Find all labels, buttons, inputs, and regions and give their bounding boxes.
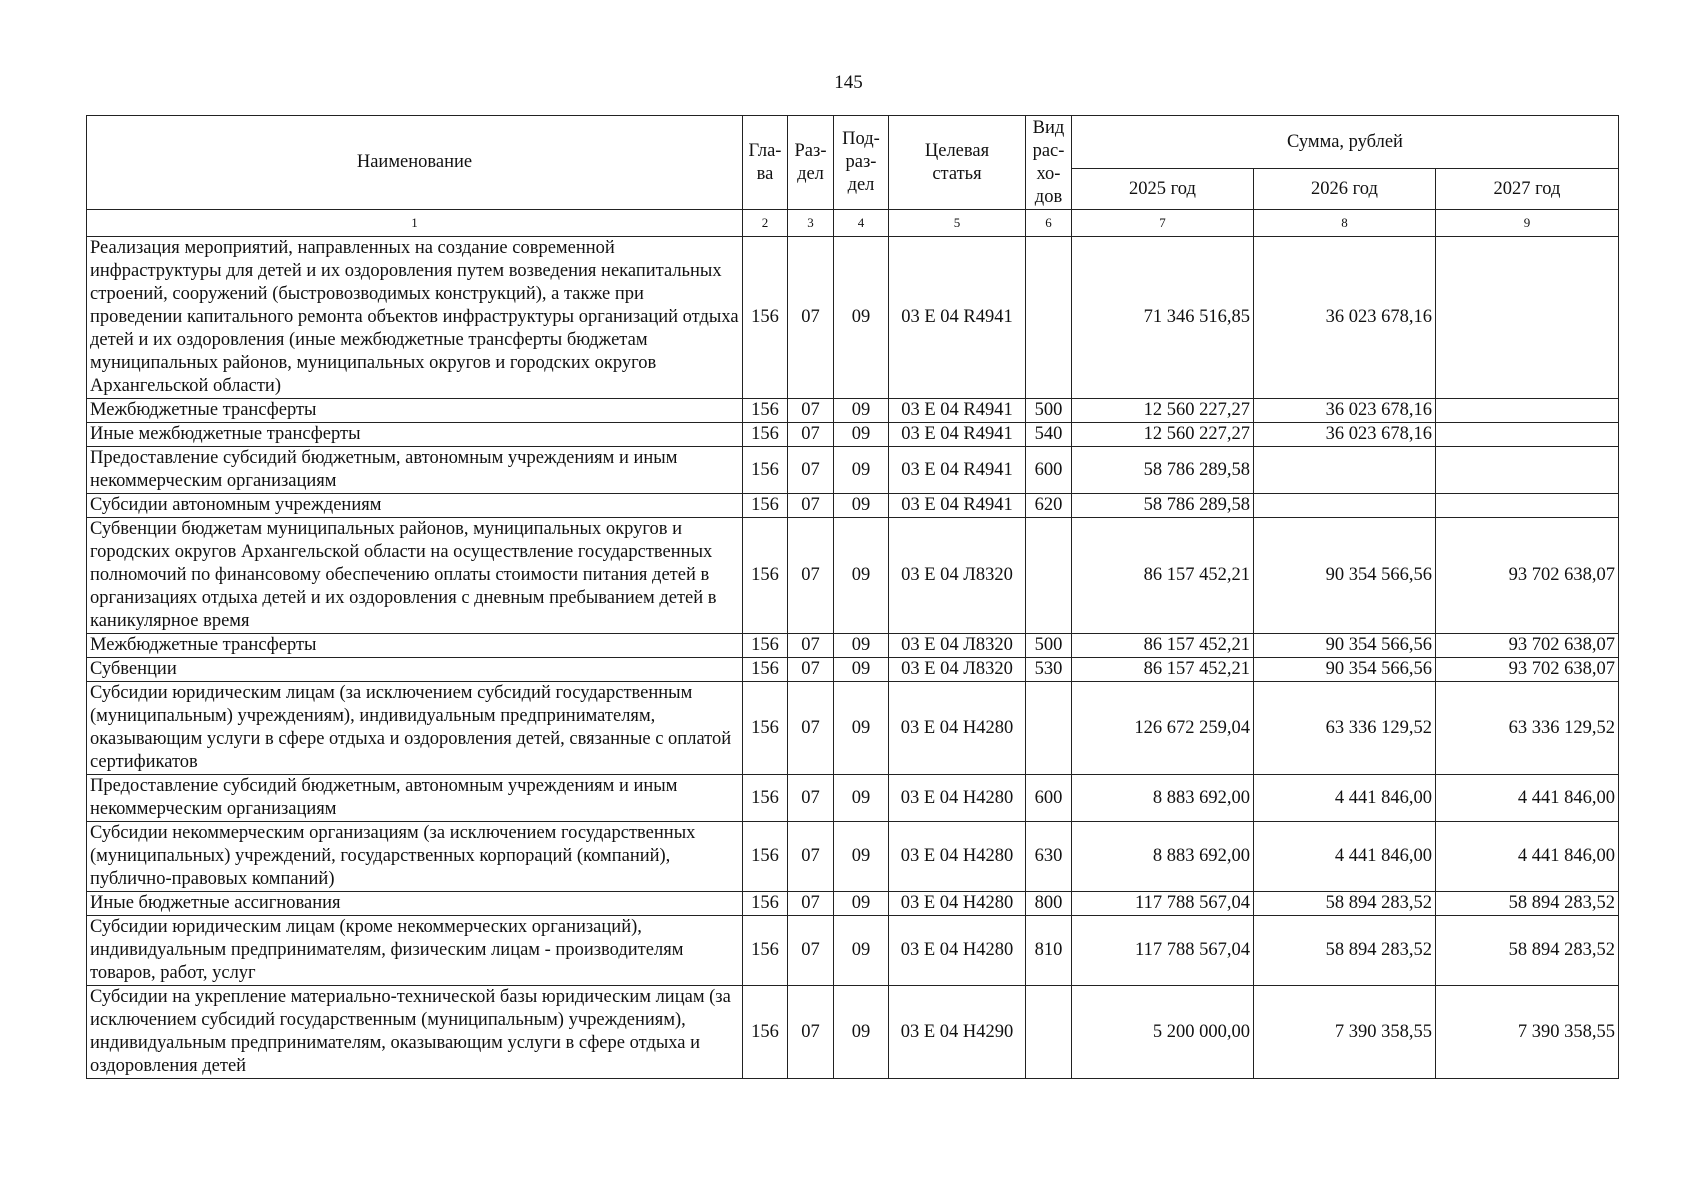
row-section: 07 bbox=[788, 634, 834, 658]
header-year-2025: 2025 год bbox=[1072, 169, 1254, 210]
row-name: Субвенции bbox=[87, 658, 743, 682]
row-name: Межбюджетные трансферты bbox=[87, 634, 743, 658]
header-expense-type: Вид рас- хо- дов bbox=[1026, 116, 1072, 210]
row-section: 07 bbox=[788, 916, 834, 986]
row-amount-2025: 117 788 567,04 bbox=[1072, 892, 1254, 916]
row-amount-2027: 93 702 638,07 bbox=[1436, 518, 1619, 634]
row-expense-type: 620 bbox=[1026, 494, 1072, 518]
table-row bbox=[87, 447, 1619, 494]
row-amount-2026: 90 354 566,56 bbox=[1254, 634, 1436, 658]
column-number: 4 bbox=[834, 210, 889, 237]
page-number: 145 bbox=[834, 72, 863, 93]
row-amount-2026: 63 336 129,52 bbox=[1254, 682, 1436, 775]
row-name: Иные бюджетные ассигнования bbox=[87, 892, 743, 916]
row-amount-2027 bbox=[1436, 399, 1619, 423]
column-number: 7 bbox=[1072, 210, 1254, 237]
row-target-article: 03 Е 04 Н4280 bbox=[889, 775, 1026, 822]
column-number: 5 bbox=[889, 210, 1026, 237]
row-section: 07 bbox=[788, 822, 834, 892]
row-expense-type: 630 bbox=[1026, 822, 1072, 892]
row-expense-type bbox=[1026, 237, 1072, 399]
row-subsection: 09 bbox=[834, 986, 889, 1079]
row-amount-2026: 7 390 358,55 bbox=[1254, 986, 1436, 1079]
row-section: 07 bbox=[788, 237, 834, 399]
row-target-article: 03 Е 04 Л8320 bbox=[889, 518, 1026, 634]
row-amount-2026: 36 023 678,16 bbox=[1254, 237, 1436, 399]
table-row bbox=[87, 682, 1619, 775]
row-amount-2026: 90 354 566,56 bbox=[1254, 518, 1436, 634]
row-target-article: 03 Е 04 Н4280 bbox=[889, 892, 1026, 916]
row-amount-2026: 4 441 846,00 bbox=[1254, 822, 1436, 892]
row-name: Иные межбюджетные трансферты bbox=[87, 423, 743, 447]
column-number-row bbox=[87, 210, 1619, 237]
row-chapter: 156 bbox=[743, 634, 788, 658]
table-row bbox=[87, 634, 1619, 658]
row-amount-2025: 12 560 227,27 bbox=[1072, 399, 1254, 423]
row-amount-2025: 58 786 289,58 bbox=[1072, 494, 1254, 518]
table-row bbox=[87, 399, 1619, 423]
table-row bbox=[87, 775, 1619, 822]
row-amount-2025: 86 157 452,21 bbox=[1072, 658, 1254, 682]
column-number: 8 bbox=[1254, 210, 1436, 237]
row-expense-type: 530 bbox=[1026, 658, 1072, 682]
header-subsection: Под- раз- дел bbox=[834, 116, 889, 210]
row-chapter: 156 bbox=[743, 518, 788, 634]
row-expense-type: 500 bbox=[1026, 634, 1072, 658]
row-subsection: 09 bbox=[834, 423, 889, 447]
row-chapter: 156 bbox=[743, 423, 788, 447]
row-name: Предоставление субсидий бюджетным, автономным учреждениям и иным некоммерческим организациям bbox=[87, 447, 743, 494]
row-target-article: 03 Е 04 Л8320 bbox=[889, 658, 1026, 682]
table-row bbox=[87, 822, 1619, 892]
table-header bbox=[87, 116, 1619, 237]
row-amount-2026 bbox=[1254, 447, 1436, 494]
row-expense-type: 600 bbox=[1026, 447, 1072, 494]
row-chapter: 156 bbox=[743, 494, 788, 518]
row-subsection: 09 bbox=[834, 399, 889, 423]
row-name: Предоставление субсидий бюджетным, автономным учреждениям и иным некоммерческим организациям bbox=[87, 775, 743, 822]
row-amount-2027: 58 894 283,52 bbox=[1436, 916, 1619, 986]
row-expense-type: 540 bbox=[1026, 423, 1072, 447]
table-row bbox=[87, 518, 1619, 634]
row-chapter: 156 bbox=[743, 447, 788, 494]
row-amount-2025: 8 883 692,00 bbox=[1072, 775, 1254, 822]
row-target-article: 03 Е 04 Н4280 bbox=[889, 682, 1026, 775]
row-name: Субсидии юридическим лицам (за исключением субсидий государственным (муниципальным) учреждениям), индивидуальным предпринимателям, оказывающим услуги в сфере отдыха и оздоровления детей, связанные с оплатой сертификатов bbox=[87, 682, 743, 775]
column-number: 1 bbox=[87, 210, 743, 237]
row-subsection: 09 bbox=[834, 775, 889, 822]
table-row bbox=[87, 423, 1619, 447]
row-amount-2025: 58 786 289,58 bbox=[1072, 447, 1254, 494]
row-target-article: 03 Е 04 R4941 bbox=[889, 399, 1026, 423]
header-chapter: Гла- ва bbox=[743, 116, 788, 210]
column-number: 3 bbox=[788, 210, 834, 237]
row-section: 07 bbox=[788, 682, 834, 775]
budget-table bbox=[86, 115, 1619, 1079]
header-target-article: Целевая статья bbox=[889, 116, 1026, 210]
row-amount-2025: 5 200 000,00 bbox=[1072, 986, 1254, 1079]
row-amount-2025: 117 788 567,04 bbox=[1072, 916, 1254, 986]
row-amount-2027: 58 894 283,52 bbox=[1436, 892, 1619, 916]
row-expense-type bbox=[1026, 986, 1072, 1079]
header-year-2026: 2026 год bbox=[1254, 169, 1436, 210]
header-name: Наименование bbox=[87, 116, 743, 210]
table-row bbox=[87, 916, 1619, 986]
row-target-article: 03 Е 04 Л8320 bbox=[889, 634, 1026, 658]
table-row bbox=[87, 892, 1619, 916]
row-amount-2027: 7 390 358,55 bbox=[1436, 986, 1619, 1079]
header-section: Раз- дел bbox=[788, 116, 834, 210]
row-section: 07 bbox=[788, 423, 834, 447]
column-number: 9 bbox=[1436, 210, 1619, 237]
row-amount-2025: 71 346 516,85 bbox=[1072, 237, 1254, 399]
table-row bbox=[87, 986, 1619, 1079]
row-subsection: 09 bbox=[834, 447, 889, 494]
table-row bbox=[87, 658, 1619, 682]
row-amount-2027: 63 336 129,52 bbox=[1436, 682, 1619, 775]
row-expense-type: 810 bbox=[1026, 916, 1072, 986]
row-target-article: 03 Е 04 R4941 bbox=[889, 237, 1026, 399]
row-name: Субсидии автономным учреждениям bbox=[87, 494, 743, 518]
header-year-2027: 2027 год bbox=[1436, 169, 1619, 210]
row-section: 07 bbox=[788, 447, 834, 494]
row-name: Реализация мероприятий, направленных на создание современной инфраструктуры для детей и их оздоровления путем возведения некапитальных строений, сооружений (быстровозводимых конструкций), а также при проведении капитального ремонта объектов инфраструктуры организаций отдыха детей и их оздоровления (иные межбюджетные трансферты бюджетам муниципальных районов, муниципальных округов и городских округов Архангельской области) bbox=[87, 237, 743, 399]
row-section: 07 bbox=[788, 494, 834, 518]
row-name: Субсидии на укрепление материально-технической базы юридическим лицам (за исключением субсидий государственным (муниципальным) учреждениям), индивидуальным предпринимателям, оказывающим услуги в сфере отдыха и оздоровления детей bbox=[87, 986, 743, 1079]
row-section: 07 bbox=[788, 658, 834, 682]
row-section: 07 bbox=[788, 986, 834, 1079]
row-amount-2026 bbox=[1254, 494, 1436, 518]
row-amount-2027: 4 441 846,00 bbox=[1436, 822, 1619, 892]
row-target-article: 03 Е 04 Н4280 bbox=[889, 822, 1026, 892]
row-expense-type: 500 bbox=[1026, 399, 1072, 423]
table-body bbox=[87, 237, 1619, 1079]
row-amount-2026: 4 441 846,00 bbox=[1254, 775, 1436, 822]
row-chapter: 156 bbox=[743, 822, 788, 892]
row-amount-2027 bbox=[1436, 447, 1619, 494]
row-amount-2026: 58 894 283,52 bbox=[1254, 916, 1436, 986]
row-amount-2025: 12 560 227,27 bbox=[1072, 423, 1254, 447]
row-subsection: 09 bbox=[834, 822, 889, 892]
row-amount-2026: 36 023 678,16 bbox=[1254, 399, 1436, 423]
row-amount-2027: 93 702 638,07 bbox=[1436, 634, 1619, 658]
row-subsection: 09 bbox=[834, 892, 889, 916]
row-chapter: 156 bbox=[743, 237, 788, 399]
row-amount-2027 bbox=[1436, 237, 1619, 399]
row-target-article: 03 Е 04 Н4290 bbox=[889, 986, 1026, 1079]
row-target-article: 03 Е 04 R4941 bbox=[889, 423, 1026, 447]
row-target-article: 03 Е 04 R4941 bbox=[889, 447, 1026, 494]
table-row bbox=[87, 237, 1619, 399]
row-expense-type bbox=[1026, 682, 1072, 775]
row-amount-2025: 86 157 452,21 bbox=[1072, 518, 1254, 634]
table-row bbox=[87, 494, 1619, 518]
row-section: 07 bbox=[788, 399, 834, 423]
row-name: Межбюджетные трансферты bbox=[87, 399, 743, 423]
row-expense-type bbox=[1026, 518, 1072, 634]
row-amount-2026: 58 894 283,52 bbox=[1254, 892, 1436, 916]
row-subsection: 09 bbox=[834, 634, 889, 658]
row-section: 07 bbox=[788, 775, 834, 822]
row-amount-2027 bbox=[1436, 423, 1619, 447]
row-chapter: 156 bbox=[743, 399, 788, 423]
row-chapter: 156 bbox=[743, 892, 788, 916]
row-subsection: 09 bbox=[834, 682, 889, 775]
row-amount-2025: 126 672 259,04 bbox=[1072, 682, 1254, 775]
row-amount-2027: 93 702 638,07 bbox=[1436, 658, 1619, 682]
row-amount-2026: 90 354 566,56 bbox=[1254, 658, 1436, 682]
row-section: 07 bbox=[788, 892, 834, 916]
column-number: 2 bbox=[743, 210, 788, 237]
row-amount-2027 bbox=[1436, 494, 1619, 518]
row-target-article: 03 Е 04 Н4280 bbox=[889, 916, 1026, 986]
row-name: Субвенции бюджетам муниципальных районов, муниципальных округов и городских округов Архангельской области на осуществление государственных полномочий по финансовому обеспечению оплаты стоимости питания детей в организациях отдыха детей и их оздоровления с дневным пребыванием детей в каникулярное время bbox=[87, 518, 743, 634]
row-subsection: 09 bbox=[834, 237, 889, 399]
column-number: 6 bbox=[1026, 210, 1072, 237]
row-subsection: 09 bbox=[834, 916, 889, 986]
row-target-article: 03 Е 04 R4941 bbox=[889, 494, 1026, 518]
row-expense-type: 800 bbox=[1026, 892, 1072, 916]
row-chapter: 156 bbox=[743, 986, 788, 1079]
row-name: Субсидии юридическим лицам (кроме некоммерческих организаций), индивидуальным предпринимателям, физическим лицам - производителям товаров, работ, услуг bbox=[87, 916, 743, 986]
row-amount-2025: 8 883 692,00 bbox=[1072, 822, 1254, 892]
row-expense-type: 600 bbox=[1026, 775, 1072, 822]
row-subsection: 09 bbox=[834, 658, 889, 682]
row-chapter: 156 bbox=[743, 775, 788, 822]
row-name: Субсидии некоммерческим организациям (за исключением государственных (муниципальных) учреждений, государственных корпораций (компаний), публично-правовых компаний) bbox=[87, 822, 743, 892]
row-amount-2026: 36 023 678,16 bbox=[1254, 423, 1436, 447]
row-chapter: 156 bbox=[743, 682, 788, 775]
row-section: 07 bbox=[788, 518, 834, 634]
row-subsection: 09 bbox=[834, 494, 889, 518]
header-sum: Сумма, рублей bbox=[1072, 116, 1619, 169]
row-chapter: 156 bbox=[743, 658, 788, 682]
row-amount-2027: 4 441 846,00 bbox=[1436, 775, 1619, 822]
row-amount-2025: 86 157 452,21 bbox=[1072, 634, 1254, 658]
row-subsection: 09 bbox=[834, 518, 889, 634]
row-chapter: 156 bbox=[743, 916, 788, 986]
